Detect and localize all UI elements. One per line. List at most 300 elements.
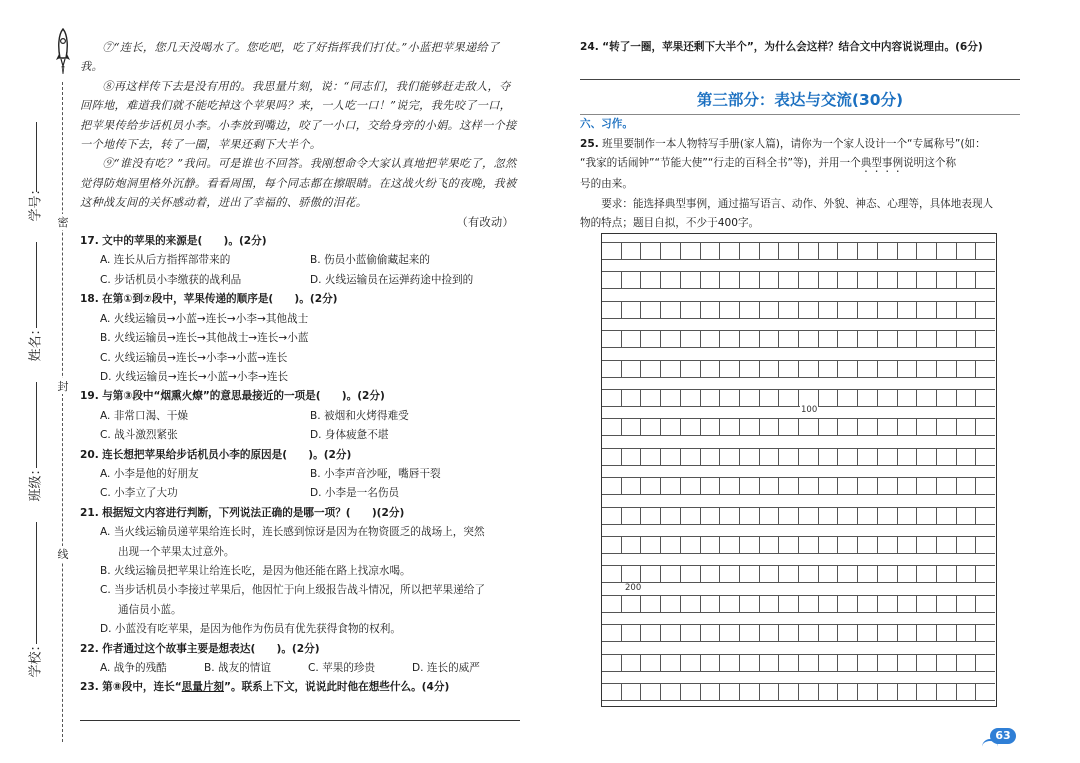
grid-cell[interactable] (641, 508, 661, 524)
grid-cell[interactable] (819, 331, 839, 347)
grid-cell[interactable] (602, 361, 622, 377)
grid-cell[interactable] (819, 478, 839, 494)
grid-cell[interactable] (661, 390, 681, 406)
grid-row[interactable] (602, 507, 995, 525)
grid-cell[interactable] (976, 449, 995, 465)
grid-cell[interactable] (661, 684, 681, 700)
answer-line[interactable] (80, 702, 520, 721)
grid-cell[interactable] (661, 566, 681, 582)
grid-cell[interactable] (602, 478, 622, 494)
grid-cell[interactable] (917, 508, 937, 524)
grid-cell[interactable] (622, 272, 642, 288)
grid-cell[interactable] (760, 625, 780, 641)
grid-cell[interactable] (720, 566, 740, 582)
grid-cell[interactable] (720, 684, 740, 700)
grid-cell[interactable] (622, 361, 642, 377)
grid-row[interactable] (602, 654, 995, 672)
grid-cell[interactable] (622, 655, 642, 671)
grid-cell[interactable] (937, 478, 957, 494)
grid-cell[interactable] (937, 361, 957, 377)
grid-cell[interactable] (898, 655, 918, 671)
grid-cell[interactable] (858, 655, 878, 671)
grid-cell[interactable] (917, 655, 937, 671)
grid-cell[interactable] (740, 508, 760, 524)
grid-cell[interactable] (819, 596, 839, 612)
grid-cell[interactable] (760, 272, 780, 288)
grid-cell[interactable] (917, 449, 937, 465)
grid-cell[interactable] (858, 566, 878, 582)
grid-cell[interactable] (838, 537, 858, 553)
grid-cell[interactable] (760, 537, 780, 553)
grid-cell[interactable] (720, 243, 740, 259)
grid-cell[interactable] (858, 596, 878, 612)
grid-cell[interactable] (957, 272, 977, 288)
grid-cell[interactable] (641, 243, 661, 259)
grid-cell[interactable] (799, 625, 819, 641)
grid-cell[interactable] (957, 302, 977, 318)
grid-cell[interactable] (898, 272, 918, 288)
grid-cell[interactable] (661, 243, 681, 259)
grid-cell[interactable] (681, 508, 701, 524)
grid-cell[interactable] (760, 243, 780, 259)
grid-cell[interactable] (838, 655, 858, 671)
grid-cell[interactable] (976, 596, 995, 612)
grid-cell[interactable] (622, 302, 642, 318)
grid-cell[interactable] (641, 655, 661, 671)
grid-cell[interactable] (740, 272, 760, 288)
grid-cell[interactable] (720, 331, 740, 347)
grid-cell[interactable] (622, 508, 642, 524)
grid-cell[interactable] (779, 331, 799, 347)
grid-cell[interactable] (661, 272, 681, 288)
grid-cell[interactable] (976, 537, 995, 553)
grid-cell[interactable] (917, 419, 937, 435)
grid-cell[interactable] (720, 302, 740, 318)
grid-cell[interactable] (740, 655, 760, 671)
grid-cell[interactable] (957, 243, 977, 259)
grid-cell[interactable] (976, 566, 995, 582)
grid-cell[interactable] (740, 419, 760, 435)
grid-row[interactable] (602, 536, 995, 554)
grid-cell[interactable] (957, 361, 977, 377)
grid-cell[interactable] (799, 684, 819, 700)
grid-cell[interactable] (661, 625, 681, 641)
grid-cell[interactable] (937, 243, 957, 259)
grid-cell[interactable] (878, 331, 898, 347)
grid-cell[interactable] (838, 390, 858, 406)
grid-cell[interactable] (917, 243, 937, 259)
grid-cell[interactable] (681, 684, 701, 700)
grid-cell[interactable] (740, 449, 760, 465)
grid-cell[interactable] (701, 566, 721, 582)
grid-cell[interactable] (740, 361, 760, 377)
grid-cell[interactable] (779, 272, 799, 288)
grid-cell[interactable] (937, 508, 957, 524)
grid-cell[interactable] (819, 243, 839, 259)
grid-row[interactable] (602, 271, 995, 289)
grid-cell[interactable] (760, 302, 780, 318)
grid-cell[interactable] (976, 361, 995, 377)
grid-cell[interactable] (622, 478, 642, 494)
grid-cell[interactable] (720, 419, 740, 435)
grid-cell[interactable] (641, 419, 661, 435)
grid-cell[interactable] (838, 478, 858, 494)
grid-cell[interactable] (917, 272, 937, 288)
grid-cell[interactable] (602, 566, 622, 582)
grid-cell[interactable] (858, 537, 878, 553)
grid-cell[interactable] (917, 390, 937, 406)
grid-cell[interactable] (760, 596, 780, 612)
grid-cell[interactable] (779, 537, 799, 553)
grid-row[interactable] (602, 389, 995, 407)
grid-cell[interactable] (641, 361, 661, 377)
grid-cell[interactable] (760, 449, 780, 465)
grid-cell[interactable] (957, 625, 977, 641)
grid-cell[interactable] (799, 331, 819, 347)
grid-cell[interactable] (641, 684, 661, 700)
grid-cell[interactable] (760, 419, 780, 435)
grid-cell[interactable] (898, 508, 918, 524)
grid-cell[interactable] (681, 302, 701, 318)
grid-cell[interactable] (720, 508, 740, 524)
grid-cell[interactable] (760, 478, 780, 494)
grid-cell[interactable] (622, 449, 642, 465)
grid-cell[interactable] (701, 508, 721, 524)
grid-cell[interactable] (819, 508, 839, 524)
grid-cell[interactable] (661, 361, 681, 377)
grid-cell[interactable] (838, 302, 858, 318)
grid-cell[interactable] (917, 302, 937, 318)
grid-cell[interactable] (661, 596, 681, 612)
grid-cell[interactable] (819, 566, 839, 582)
grid-cell[interactable] (779, 449, 799, 465)
grid-cell[interactable] (858, 449, 878, 465)
grid-cell[interactable] (976, 655, 995, 671)
grid-cell[interactable] (681, 625, 701, 641)
grid-cell[interactable] (641, 449, 661, 465)
grid-cell[interactable] (602, 449, 622, 465)
grid-cell[interactable] (740, 390, 760, 406)
grid-cell[interactable] (779, 478, 799, 494)
grid-cell[interactable] (740, 596, 760, 612)
grid-cell[interactable] (602, 331, 622, 347)
grid-cell[interactable] (858, 419, 878, 435)
grid-cell[interactable] (838, 419, 858, 435)
grid-cell[interactable] (779, 508, 799, 524)
grid-cell[interactable] (681, 272, 701, 288)
grid-cell[interactable] (898, 478, 918, 494)
grid-cell[interactable] (976, 684, 995, 700)
grid-row[interactable] (602, 330, 995, 348)
grid-cell[interactable] (602, 537, 622, 553)
grid-cell[interactable] (878, 684, 898, 700)
grid-cell[interactable] (819, 390, 839, 406)
grid-cell[interactable] (957, 478, 977, 494)
grid-cell[interactable] (957, 390, 977, 406)
composition-grid[interactable] (601, 233, 997, 707)
grid-cell[interactable] (602, 419, 622, 435)
grid-cell[interactable] (819, 655, 839, 671)
grid-cell[interactable] (720, 596, 740, 612)
grid-cell[interactable] (917, 478, 937, 494)
grid-cell[interactable] (740, 684, 760, 700)
grid-cell[interactable] (720, 390, 740, 406)
grid-cell[interactable] (760, 331, 780, 347)
grid-cell[interactable] (917, 566, 937, 582)
grid-cell[interactable] (878, 272, 898, 288)
grid-cell[interactable] (701, 478, 721, 494)
grid-cell[interactable] (976, 508, 995, 524)
grid-cell[interactable] (681, 390, 701, 406)
grid-cell[interactable] (838, 243, 858, 259)
grid-cell[interactable] (858, 508, 878, 524)
grid-cell[interactable] (602, 684, 622, 700)
grid-cell[interactable] (937, 537, 957, 553)
grid-cell[interactable] (937, 449, 957, 465)
grid-cell[interactable] (720, 449, 740, 465)
grid-cell[interactable] (976, 243, 995, 259)
grid-cell[interactable] (898, 390, 918, 406)
grid-cell[interactable] (701, 243, 721, 259)
grid-cell[interactable] (838, 331, 858, 347)
grid-cell[interactable] (701, 596, 721, 612)
grid-cell[interactable] (720, 361, 740, 377)
grid-cell[interactable] (602, 243, 622, 259)
grid-cell[interactable] (681, 449, 701, 465)
grid-row[interactable] (602, 242, 995, 260)
grid-cell[interactable] (878, 361, 898, 377)
grid-cell[interactable] (819, 537, 839, 553)
grid-cell[interactable] (681, 655, 701, 671)
grid-cell[interactable] (917, 625, 937, 641)
grid-cell[interactable] (661, 478, 681, 494)
grid-cell[interactable] (799, 508, 819, 524)
grid-cell[interactable] (681, 243, 701, 259)
grid-cell[interactable] (622, 419, 642, 435)
grid-cell[interactable] (760, 566, 780, 582)
grid-row[interactable] (602, 565, 995, 583)
grid-cell[interactable] (878, 243, 898, 259)
grid-cell[interactable] (602, 625, 622, 641)
grid-cell[interactable] (838, 596, 858, 612)
grid-cell[interactable] (681, 537, 701, 553)
grid-row[interactable] (602, 418, 995, 436)
grid-cell[interactable] (799, 566, 819, 582)
grid-cell[interactable] (957, 508, 977, 524)
grid-cell[interactable] (898, 449, 918, 465)
grid-cell[interactable] (898, 596, 918, 612)
grid-cell[interactable] (622, 243, 642, 259)
grid-cell[interactable] (740, 331, 760, 347)
grid-cell[interactable] (898, 302, 918, 318)
grid-cell[interactable] (602, 655, 622, 671)
grid-cell[interactable] (858, 478, 878, 494)
grid-cell[interactable] (819, 684, 839, 700)
grid-cell[interactable] (858, 684, 878, 700)
grid-cell[interactable] (799, 272, 819, 288)
grid-cell[interactable] (701, 419, 721, 435)
grid-cell[interactable] (976, 302, 995, 318)
grid-cell[interactable] (602, 596, 622, 612)
grid-cell[interactable] (799, 302, 819, 318)
grid-cell[interactable] (858, 272, 878, 288)
grid-cell[interactable] (641, 625, 661, 641)
grid-cell[interactable] (779, 302, 799, 318)
grid-cell[interactable] (779, 419, 799, 435)
grid-cell[interactable] (799, 537, 819, 553)
grid-cell[interactable] (858, 625, 878, 641)
grid-cell[interactable] (819, 272, 839, 288)
grid-cell[interactable] (937, 596, 957, 612)
grid-cell[interactable] (760, 684, 780, 700)
grid-cell[interactable] (957, 449, 977, 465)
grid-cell[interactable] (622, 625, 642, 641)
grid-cell[interactable] (858, 390, 878, 406)
grid-cell[interactable] (937, 684, 957, 700)
grid-cell[interactable] (740, 478, 760, 494)
grid-cell[interactable] (937, 566, 957, 582)
grid-cell[interactable] (641, 302, 661, 318)
grid-cell[interactable] (957, 419, 977, 435)
grid-cell[interactable] (720, 537, 740, 553)
grid-cell[interactable] (976, 478, 995, 494)
grid-cell[interactable] (740, 537, 760, 553)
grid-cell[interactable] (641, 331, 661, 347)
grid-cell[interactable] (661, 419, 681, 435)
grid-cell[interactable] (681, 361, 701, 377)
grid-cell[interactable] (622, 596, 642, 612)
grid-cell[interactable] (937, 625, 957, 641)
grid-cell[interactable] (898, 419, 918, 435)
grid-cell[interactable] (641, 537, 661, 553)
grid-cell[interactable] (641, 272, 661, 288)
grid-cell[interactable] (819, 419, 839, 435)
grid-cell[interactable] (602, 390, 622, 406)
grid-cell[interactable] (917, 684, 937, 700)
grid-cell[interactable] (779, 566, 799, 582)
grid-cell[interactable] (779, 655, 799, 671)
grid-cell[interactable] (898, 625, 918, 641)
grid-cell[interactable] (976, 419, 995, 435)
grid-cell[interactable] (957, 596, 977, 612)
grid-cell[interactable] (701, 655, 721, 671)
grid-cell[interactable] (838, 625, 858, 641)
grid-cell[interactable] (661, 655, 681, 671)
grid-row[interactable] (602, 624, 995, 642)
grid-cell[interactable] (779, 596, 799, 612)
grid-cell[interactable] (898, 361, 918, 377)
grid-cell[interactable] (760, 390, 780, 406)
grid-cell[interactable] (799, 419, 819, 435)
grid-cell[interactable] (602, 508, 622, 524)
grid-cell[interactable] (740, 243, 760, 259)
grid-cell[interactable] (878, 449, 898, 465)
grid-cell[interactable] (641, 566, 661, 582)
grid-cell[interactable] (898, 331, 918, 347)
grid-cell[interactable] (602, 302, 622, 318)
grid-cell[interactable] (701, 361, 721, 377)
grid-cell[interactable] (878, 302, 898, 318)
grid-cell[interactable] (878, 655, 898, 671)
grid-cell[interactable] (838, 449, 858, 465)
grid-cell[interactable] (701, 449, 721, 465)
grid-row[interactable] (602, 360, 995, 378)
grid-row[interactable] (602, 477, 995, 495)
grid-cell[interactable] (641, 390, 661, 406)
grid-cell[interactable] (819, 302, 839, 318)
grid-cell[interactable] (681, 331, 701, 347)
grid-cell[interactable] (720, 625, 740, 641)
grid-cell[interactable] (681, 478, 701, 494)
grid-cell[interactable] (799, 596, 819, 612)
grid-cell[interactable] (799, 243, 819, 259)
grid-cell[interactable] (779, 625, 799, 641)
grid-cell[interactable] (957, 655, 977, 671)
grid-cell[interactable] (701, 390, 721, 406)
grid-cell[interactable] (661, 508, 681, 524)
grid-cell[interactable] (917, 596, 937, 612)
grid-cell[interactable] (799, 390, 819, 406)
grid-cell[interactable] (957, 684, 977, 700)
grid-cell[interactable] (976, 272, 995, 288)
grid-cell[interactable] (681, 596, 701, 612)
grid-cell[interactable] (819, 361, 839, 377)
grid-cell[interactable] (858, 361, 878, 377)
grid-cell[interactable] (838, 566, 858, 582)
grid-cell[interactable] (799, 449, 819, 465)
grid-cell[interactable] (878, 625, 898, 641)
grid-cell[interactable] (878, 478, 898, 494)
grid-cell[interactable] (661, 537, 681, 553)
grid-cell[interactable] (622, 566, 642, 582)
grid-cell[interactable] (740, 302, 760, 318)
grid-cell[interactable] (720, 478, 740, 494)
grid-cell[interactable] (858, 331, 878, 347)
grid-cell[interactable] (720, 272, 740, 288)
grid-cell[interactable] (622, 684, 642, 700)
grid-cell[interactable] (701, 625, 721, 641)
grid-cell[interactable] (878, 537, 898, 553)
grid-cell[interactable] (878, 390, 898, 406)
grid-cell[interactable] (740, 625, 760, 641)
grid-cell[interactable] (779, 361, 799, 377)
grid-cell[interactable] (622, 331, 642, 347)
grid-cell[interactable] (858, 243, 878, 259)
grid-cell[interactable] (799, 361, 819, 377)
grid-cell[interactable] (937, 331, 957, 347)
grid-cell[interactable] (976, 625, 995, 641)
grid-cell[interactable] (701, 302, 721, 318)
grid-cell[interactable] (937, 419, 957, 435)
grid-cell[interactable] (720, 655, 740, 671)
grid-cell[interactable] (760, 361, 780, 377)
grid-cell[interactable] (661, 302, 681, 318)
grid-cell[interactable] (779, 684, 799, 700)
grid-cell[interactable] (957, 566, 977, 582)
grid-cell[interactable] (878, 508, 898, 524)
grid-cell[interactable] (819, 449, 839, 465)
grid-cell[interactable] (799, 655, 819, 671)
grid-cell[interactable] (701, 331, 721, 347)
grid-cell[interactable] (819, 625, 839, 641)
answer-line[interactable] (580, 57, 1020, 80)
grid-cell[interactable] (976, 331, 995, 347)
grid-cell[interactable] (937, 302, 957, 318)
grid-cell[interactable] (878, 596, 898, 612)
grid-row[interactable] (602, 448, 995, 466)
grid-cell[interactable] (838, 508, 858, 524)
grid-cell[interactable] (701, 684, 721, 700)
